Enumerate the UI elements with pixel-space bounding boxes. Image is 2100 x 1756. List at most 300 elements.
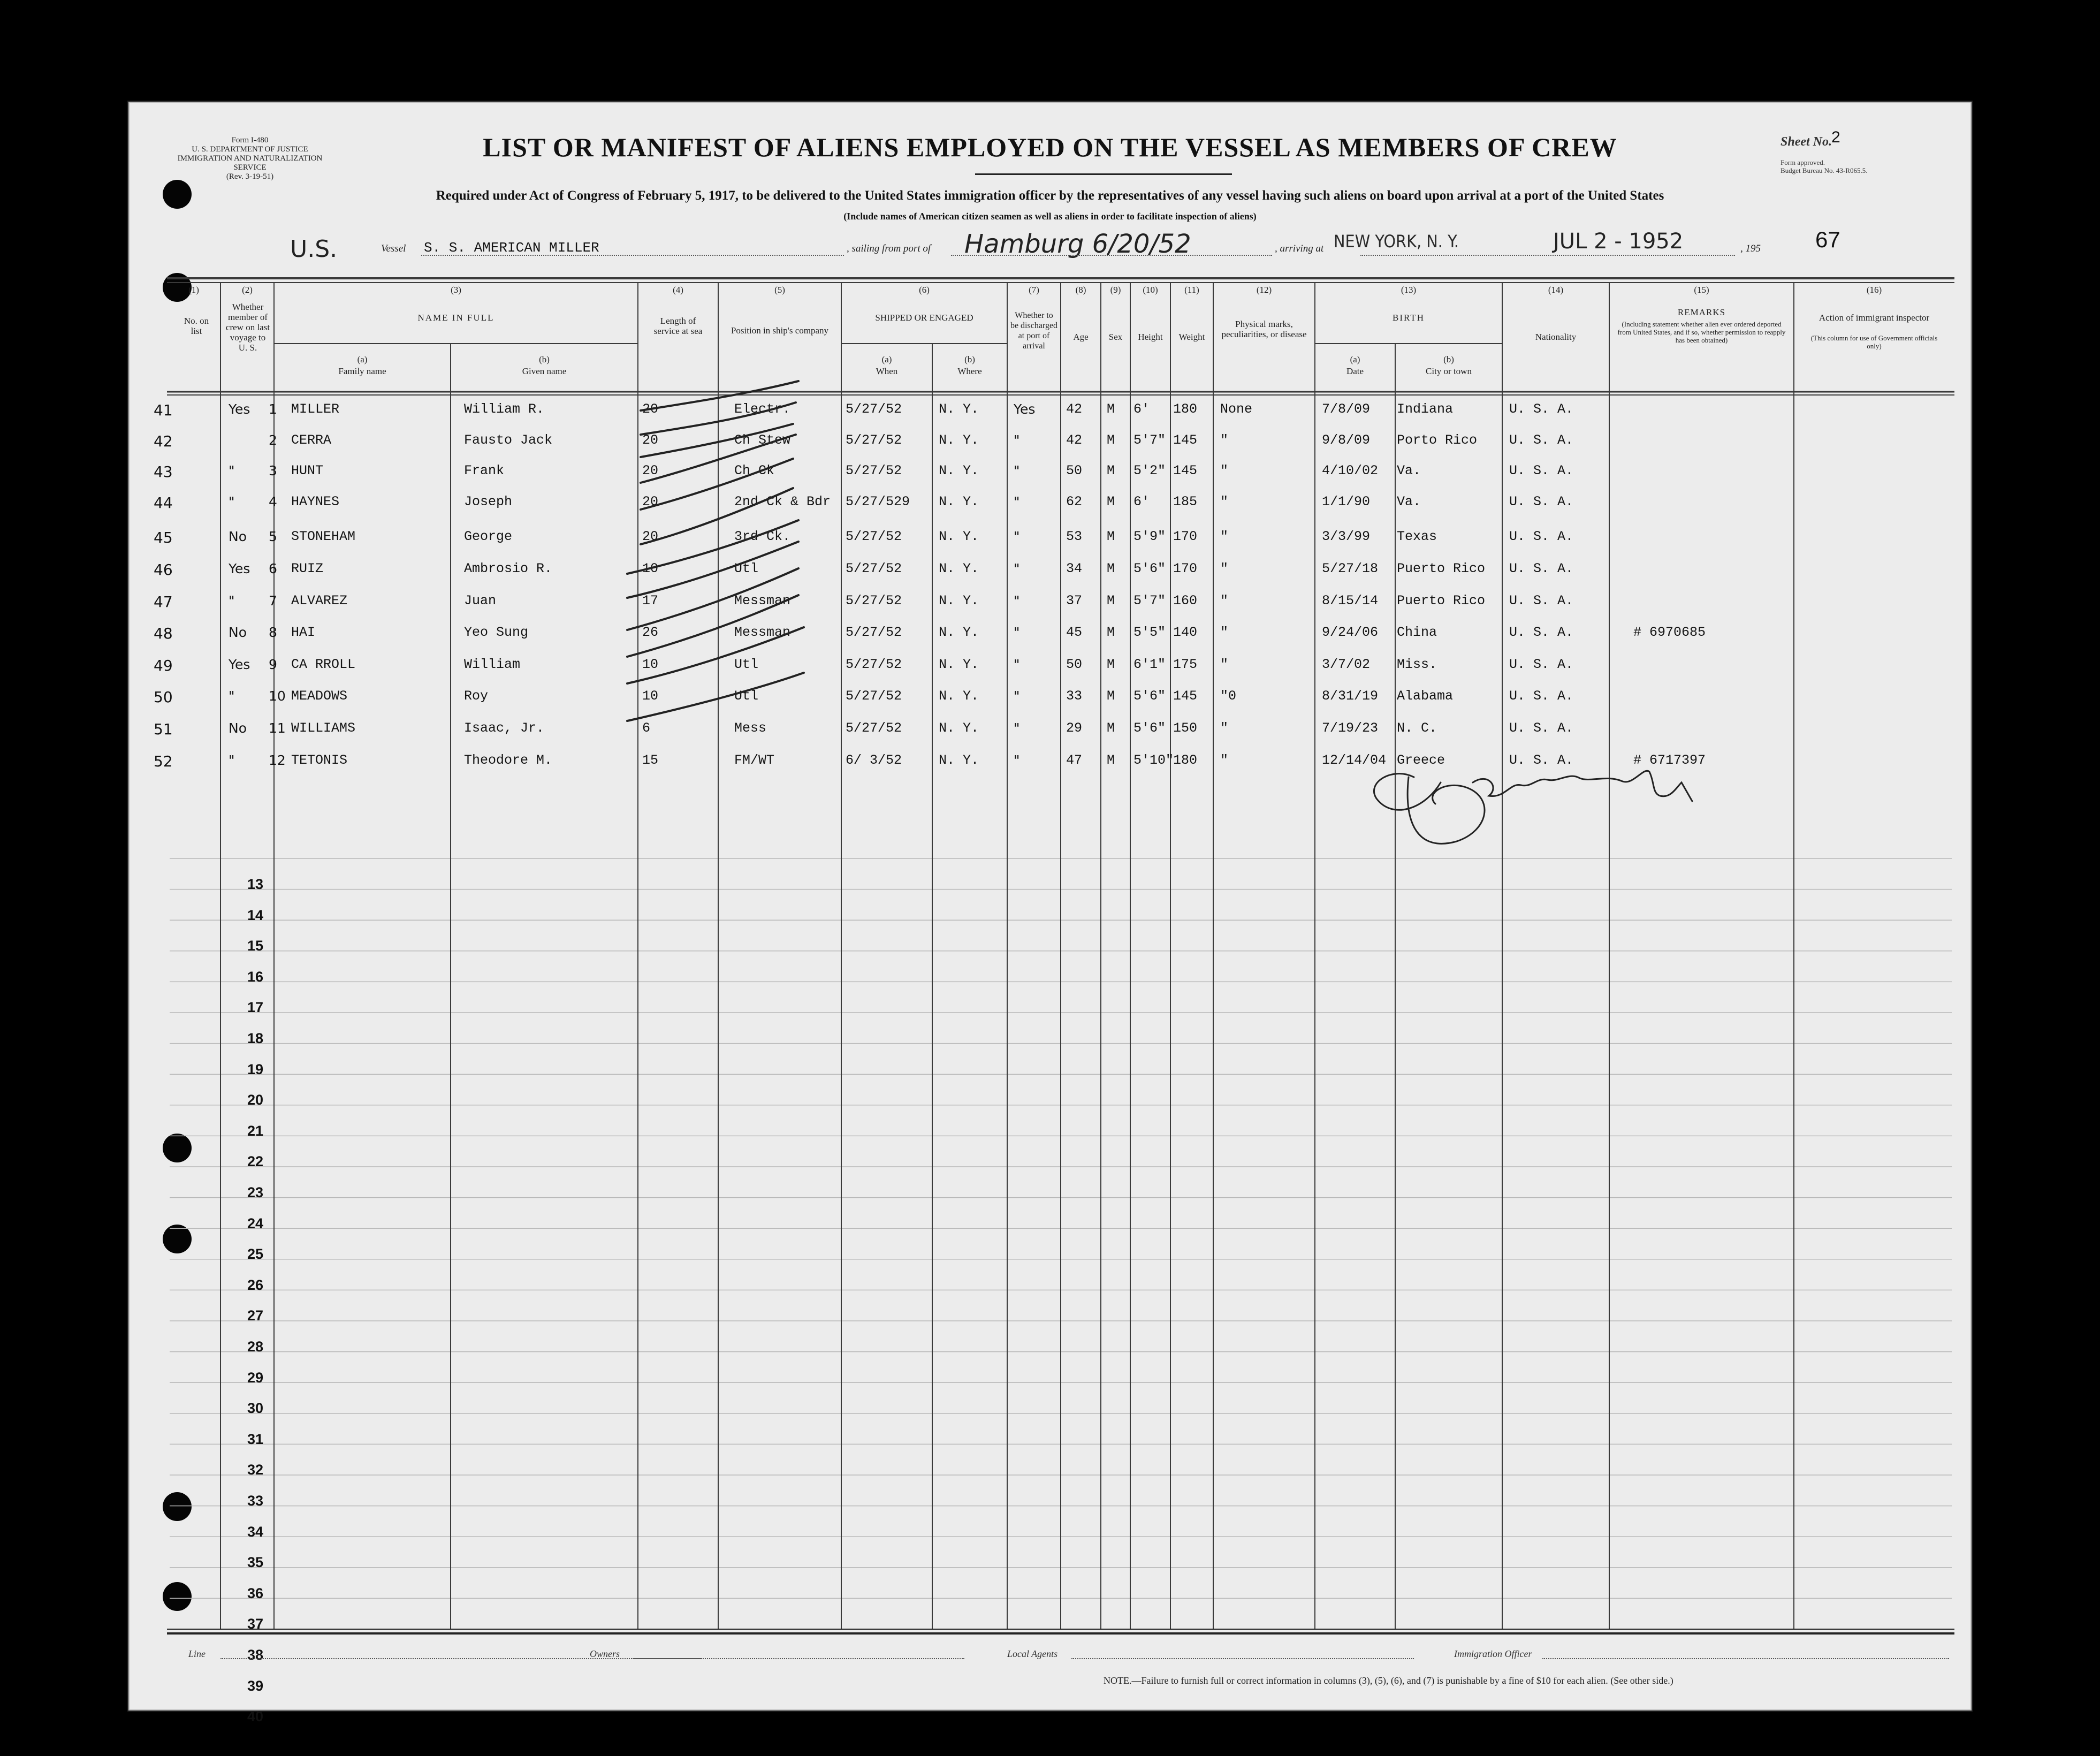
row-number: 21 bbox=[247, 1122, 263, 1139]
cell-marks: " bbox=[1220, 432, 1229, 448]
cell-birth-date: 4/10/02 bbox=[1322, 463, 1379, 479]
cell-birth-place: Puerto Rico bbox=[1397, 592, 1486, 609]
cell-nationality: U. S. A. bbox=[1509, 592, 1574, 609]
cell-height: 5'6" bbox=[1133, 688, 1166, 704]
cell-birth-place: Miss. bbox=[1397, 656, 1437, 672]
cell-height: 6'1" bbox=[1133, 656, 1166, 672]
cell-list-no: 4 bbox=[269, 493, 277, 510]
cell-shipped-when: 5/27/52 bbox=[846, 529, 902, 545]
cell-given-name: Fausto Jack bbox=[464, 432, 553, 448]
cell-weight: 140 bbox=[1173, 625, 1198, 641]
dotted-line bbox=[220, 1658, 702, 1659]
cell-birth-date: 7/19/23 bbox=[1322, 720, 1379, 736]
cell-discharged: " bbox=[1014, 688, 1020, 704]
cell-family-name: MEADOWS bbox=[291, 688, 348, 704]
cell-marks: " bbox=[1220, 463, 1229, 479]
row-number: 28 bbox=[247, 1339, 263, 1355]
revision: (Rev. 3-19-51) bbox=[226, 172, 274, 181]
cell-service: 20 bbox=[642, 401, 659, 417]
cell-family-name: TETONIS bbox=[291, 752, 348, 768]
cell-birth-place: Greece bbox=[1397, 752, 1445, 768]
col-6b: (b) bbox=[964, 354, 975, 364]
cell-age: 62 bbox=[1066, 493, 1083, 510]
dotted-line bbox=[421, 255, 844, 256]
footer-officer: Immigration Officer bbox=[1454, 1648, 1532, 1659]
footer-line: Line bbox=[188, 1648, 206, 1659]
row-number: 15 bbox=[247, 938, 263, 954]
cell-marks: " bbox=[1220, 752, 1229, 768]
cell-birth-place: Indiana bbox=[1397, 401, 1454, 417]
row-number: 27 bbox=[247, 1308, 263, 1324]
col-8-num: (8) bbox=[1075, 285, 1086, 295]
cell-position: 3rd Ck. bbox=[734, 529, 791, 545]
cell-family-name: STONEHAM bbox=[291, 529, 356, 545]
cell-list-no: 10 bbox=[269, 688, 286, 704]
row-number: 29 bbox=[247, 1369, 263, 1386]
cell-shipped-where: N. Y. bbox=[939, 529, 979, 545]
cell-handwritten-no: 49 bbox=[154, 656, 173, 674]
cell-remarks bbox=[1633, 592, 1791, 610]
cell-position: Messman bbox=[734, 592, 791, 609]
row-number: 18 bbox=[247, 1030, 263, 1046]
cell-sex: M bbox=[1107, 592, 1115, 609]
cell-remarks bbox=[1633, 687, 1791, 705]
col-6a-label: When bbox=[876, 366, 898, 376]
cell-nationality: U. S. A. bbox=[1509, 463, 1574, 479]
cell-family-name: WILLIAMS bbox=[291, 720, 356, 736]
cell-sex: M bbox=[1107, 752, 1115, 768]
cell-nationality: U. S. A. bbox=[1509, 625, 1574, 641]
row-number: 25 bbox=[247, 1246, 263, 1263]
cell-shipped-when: 5/27/52 bbox=[846, 656, 902, 672]
cell-service: 20 bbox=[642, 529, 659, 545]
cell-weight: 170 bbox=[1173, 529, 1198, 545]
cell-discharged: Yes bbox=[1014, 401, 1036, 417]
cell-height: 5'9" bbox=[1133, 529, 1166, 545]
cell-birth-date: 12/14/04 bbox=[1322, 752, 1387, 768]
cell-shipped-where: N. Y. bbox=[939, 752, 979, 768]
cell-discharged: " bbox=[1014, 463, 1020, 479]
col-7-label: Whether to be discharged at port of arrival bbox=[1010, 311, 1058, 351]
manifest-sheet bbox=[128, 102, 1972, 1725]
cell-family-name: CA RROLL bbox=[291, 656, 356, 672]
cell-birth-place: Alabama bbox=[1397, 688, 1454, 704]
col-6-num: (6) bbox=[919, 285, 930, 295]
cell-given-name: Yeo Sung bbox=[464, 625, 529, 641]
cell-weight: 160 bbox=[1173, 592, 1198, 609]
year-suffix: , 195 bbox=[1740, 243, 1761, 254]
cell-sex: M bbox=[1107, 625, 1115, 641]
cell-nationality: U. S. A. bbox=[1509, 401, 1574, 417]
cell-handwritten-no: 42 bbox=[154, 432, 173, 450]
row-number: 26 bbox=[247, 1276, 263, 1293]
row-number: 24 bbox=[247, 1215, 263, 1232]
cell-given-name: Joseph bbox=[464, 493, 513, 510]
cell-shipped-where: N. Y. bbox=[939, 592, 979, 609]
cell-service: 6 bbox=[642, 720, 651, 736]
cell-handwritten-no: 50 bbox=[154, 688, 173, 706]
col-3-label: NAME IN FULL bbox=[417, 313, 494, 323]
cell-remarks bbox=[1633, 719, 1791, 738]
cell-list-no: 3 bbox=[269, 463, 277, 479]
cell-remarks: # 6717397 bbox=[1633, 752, 1706, 768]
cell-shipped-when: 6/ 3/52 bbox=[846, 752, 902, 768]
cell-position: Ch Stew bbox=[734, 432, 791, 448]
cell-last-voyage: Yes bbox=[229, 561, 250, 576]
row-number: 33 bbox=[247, 1493, 263, 1509]
col-2-num: (2) bbox=[242, 285, 253, 295]
cell-weight: 185 bbox=[1173, 493, 1198, 510]
cell-sex: M bbox=[1107, 401, 1115, 417]
cell-nationality: U. S. A. bbox=[1509, 752, 1574, 768]
cell-shipped-where: N. Y. bbox=[939, 720, 979, 736]
cell-handwritten-no: 52 bbox=[154, 752, 173, 770]
cell-birth-place: Va. bbox=[1397, 463, 1421, 479]
cell-list-no: 6 bbox=[269, 561, 277, 576]
col-13b-label: City or town bbox=[1426, 366, 1472, 376]
col-4-num: (4) bbox=[673, 285, 683, 295]
sailing-port: Hamburg 6/20/52 bbox=[964, 229, 1191, 259]
col-1-label: No. on list bbox=[184, 316, 209, 336]
footer-owners: Owners bbox=[590, 1648, 620, 1659]
col-15-sub: (Including statement whether alien ever ordered deported from United States, and if so, whether permission to reapply has been obtained) bbox=[1617, 320, 1786, 344]
col-11-label: Weight bbox=[1178, 332, 1205, 342]
cell-last-voyage: Yes bbox=[229, 656, 250, 672]
row-number: 32 bbox=[247, 1462, 263, 1478]
row-number: 13 bbox=[247, 876, 263, 892]
page-title: LIST OR MANIFEST OF ALIENS EMPLOYED ON THE VESSEL AS MEMBERS OF CREW bbox=[483, 132, 1617, 162]
col-10-num: (10) bbox=[1143, 285, 1158, 295]
cell-last-voyage: " bbox=[229, 463, 235, 479]
cell-shipped-when: 5/27/52 bbox=[846, 432, 902, 448]
sheet-label: Sheet No. bbox=[1781, 135, 1832, 149]
cell-list-no: 9 bbox=[269, 656, 277, 672]
col-7-num: (7) bbox=[1029, 285, 1039, 295]
cell-last-voyage: Yes bbox=[229, 401, 250, 417]
cell-service: 10 bbox=[642, 688, 659, 704]
cell-given-name: Theodore M. bbox=[464, 752, 553, 768]
arriving-port: NEW YORK, N. Y. bbox=[1334, 231, 1459, 252]
cell-list-no: 11 bbox=[269, 720, 286, 736]
cell-age: 29 bbox=[1066, 720, 1083, 736]
cell-position: Electr. bbox=[734, 401, 791, 417]
cell-birth-place: China bbox=[1397, 625, 1437, 641]
cell-marks: " bbox=[1220, 493, 1229, 510]
subtitle-note: (Include names of American citizen seamen as well as aliens in order to facilitate inspection of aliens) bbox=[843, 211, 1257, 222]
cell-marks: " bbox=[1220, 720, 1229, 736]
cell-nationality: U. S. A. bbox=[1509, 688, 1574, 704]
cell-list-no: 1 bbox=[269, 401, 277, 417]
dotted-line bbox=[951, 255, 1272, 256]
col-3b-label: Given name bbox=[522, 366, 567, 376]
col-16-sub: (This column for use of Government officials only) bbox=[1810, 334, 1938, 350]
cell-birth-place: Texas bbox=[1397, 529, 1437, 545]
cell-shipped-when: 5/27/52 bbox=[846, 463, 902, 479]
col-13-num: (13) bbox=[1401, 285, 1417, 295]
cell-weight: 180 bbox=[1173, 401, 1198, 417]
col-3b: (b) bbox=[539, 354, 550, 364]
cell-last-voyage: " bbox=[229, 752, 235, 768]
cell-age: 53 bbox=[1066, 529, 1083, 545]
cell-weight: 145 bbox=[1173, 688, 1198, 704]
cell-service: 26 bbox=[642, 625, 659, 641]
cell-height: 5'10" bbox=[1133, 752, 1174, 768]
department: U. S. DEPARTMENT OF JUSTICE bbox=[192, 145, 308, 154]
cell-sex: M bbox=[1107, 432, 1115, 448]
col-9-label: Sex bbox=[1108, 332, 1123, 342]
cell-nationality: U. S. A. bbox=[1509, 656, 1574, 672]
cell-service: 20 bbox=[642, 493, 659, 510]
row-number: 16 bbox=[247, 968, 263, 985]
col-13-label: BIRTH bbox=[1393, 313, 1425, 323]
cell-age: 42 bbox=[1066, 401, 1083, 417]
col-3-num: (3) bbox=[451, 285, 461, 295]
col-12-label: Physical marks, peculiarities, or disease bbox=[1221, 319, 1307, 339]
cell-age: 34 bbox=[1066, 561, 1083, 576]
cell-service: 15 bbox=[642, 752, 659, 768]
cell-height: 6' bbox=[1133, 401, 1150, 417]
form-approved-label: Form approved. bbox=[1781, 158, 1825, 166]
col-6a: (a) bbox=[881, 354, 892, 364]
cell-last-voyage: No bbox=[229, 529, 247, 545]
cell-shipped-where: N. Y. bbox=[939, 493, 979, 510]
punch-hole bbox=[163, 1492, 192, 1521]
vessel-name: S. S. AMERICAN MILLER bbox=[424, 240, 599, 256]
cell-list-no: 2 bbox=[269, 432, 277, 448]
col-15-num: (15) bbox=[1694, 285, 1709, 295]
col-1-num: (1) bbox=[188, 285, 199, 295]
cell-height: 5'6" bbox=[1133, 561, 1166, 576]
col-6-label: SHIPPED OR ENGAGED bbox=[875, 313, 973, 323]
cell-handwritten-no: 47 bbox=[154, 592, 173, 611]
col-13a: (a) bbox=[1350, 354, 1360, 364]
cell-height: 5'5" bbox=[1133, 625, 1166, 641]
row-number: 36 bbox=[247, 1585, 263, 1601]
cell-discharged: " bbox=[1014, 529, 1020, 545]
cell-birth-place: Porto Rico bbox=[1397, 432, 1478, 448]
cell-weight: 170 bbox=[1173, 561, 1198, 576]
row-number: 39 bbox=[247, 1677, 263, 1694]
col-3a: (a) bbox=[357, 354, 368, 364]
cell-marks: "0 bbox=[1220, 688, 1237, 704]
title-rule bbox=[975, 173, 1232, 175]
cell-sex: M bbox=[1107, 493, 1115, 510]
cell-service: 20 bbox=[642, 463, 659, 479]
cell-handwritten-no: 44 bbox=[154, 493, 173, 512]
cell-birth-date: 9/8/09 bbox=[1322, 432, 1371, 448]
cell-shipped-when: 5/27/52 bbox=[846, 625, 902, 641]
cell-discharged: " bbox=[1014, 592, 1020, 609]
cell-position: Mess bbox=[734, 720, 767, 736]
cell-weight: 145 bbox=[1173, 463, 1198, 479]
row-number: 34 bbox=[247, 1523, 263, 1540]
form-number: Form I-480 bbox=[231, 136, 269, 145]
cell-last-voyage: " bbox=[229, 493, 235, 510]
row-number: 30 bbox=[247, 1400, 263, 1417]
cell-given-name: William bbox=[464, 656, 521, 672]
cell-remarks bbox=[1633, 493, 1791, 511]
cell-discharged: " bbox=[1014, 625, 1020, 641]
dotted-line bbox=[1071, 1658, 1414, 1659]
cell-birth-date: 3/3/99 bbox=[1322, 529, 1371, 545]
cell-family-name: MILLER bbox=[291, 401, 340, 417]
col-6b-label: Where bbox=[957, 366, 982, 376]
cell-birth-date: 7/8/09 bbox=[1322, 401, 1371, 417]
cell-list-no: 8 bbox=[269, 625, 277, 641]
cell-service: 20 bbox=[642, 432, 659, 448]
cell-list-no: 7 bbox=[269, 592, 277, 609]
cell-family-name: HAI bbox=[291, 625, 316, 641]
page-number: 67 bbox=[1815, 227, 1840, 252]
cell-handwritten-no: 46 bbox=[154, 561, 173, 579]
row-number: 14 bbox=[247, 907, 263, 923]
cell-family-name: HAYNES bbox=[291, 493, 340, 510]
vessel-label: Vessel bbox=[381, 243, 406, 254]
cell-age: 33 bbox=[1066, 688, 1083, 704]
cell-birth-date: 1/1/90 bbox=[1322, 493, 1371, 510]
row-number: 20 bbox=[247, 1092, 263, 1108]
cell-position: Utl bbox=[734, 561, 759, 576]
cell-remarks bbox=[1633, 656, 1791, 674]
cell-sex: M bbox=[1107, 720, 1115, 736]
cell-age: 45 bbox=[1066, 625, 1083, 641]
cell-nationality: U. S. A. bbox=[1509, 432, 1574, 448]
col-2-label: Whether member of crew on last voyage to U. S. bbox=[225, 302, 270, 353]
cell-given-name: Juan bbox=[464, 592, 497, 609]
budget-bureau: Budget Bureau No. 43-R065.5. bbox=[1781, 166, 1868, 174]
col-5-label: Position in ship's company bbox=[731, 325, 829, 336]
arrival-date: JUL 2 - 1952 bbox=[1553, 229, 1684, 254]
dotted-line bbox=[1360, 255, 1735, 256]
cell-shipped-when: 5/27/529 bbox=[846, 493, 910, 510]
row-number: 40 bbox=[247, 1708, 263, 1725]
cell-age: 42 bbox=[1066, 432, 1083, 448]
cell-shipped-when: 5/27/52 bbox=[846, 561, 902, 576]
cell-sex: M bbox=[1107, 688, 1115, 704]
footer-agents: Local Agents bbox=[1007, 1648, 1058, 1659]
cell-shipped-where: N. Y. bbox=[939, 463, 979, 479]
cell-list-no: 12 bbox=[269, 752, 286, 768]
cell-weight: 180 bbox=[1173, 752, 1198, 768]
vessel-prefix: U.S. bbox=[290, 235, 338, 263]
cell-birth-place: Puerto Rico bbox=[1397, 561, 1486, 576]
cell-shipped-when: 5/27/52 bbox=[846, 592, 902, 609]
cell-last-voyage: " bbox=[229, 688, 235, 704]
col-11-num: (11) bbox=[1184, 285, 1199, 295]
cell-shipped-where: N. Y. bbox=[939, 688, 979, 704]
cell-sex: M bbox=[1107, 463, 1115, 479]
cell-marks: " bbox=[1220, 529, 1229, 545]
cell-height: 5'2" bbox=[1133, 463, 1166, 479]
cell-service: 10 bbox=[642, 656, 659, 672]
cell-discharged: " bbox=[1014, 493, 1020, 510]
cell-marks: " bbox=[1220, 625, 1229, 641]
col-9-num: (9) bbox=[1110, 285, 1121, 295]
cell-family-name: ALVAREZ bbox=[291, 592, 348, 609]
service: IMMIGRATION AND NATURALIZATION SERVICE bbox=[177, 154, 323, 172]
cell-height: 5'7" bbox=[1133, 592, 1166, 609]
cell-given-name: Isaac, Jr. bbox=[464, 720, 545, 736]
cell-given-name: Frank bbox=[464, 463, 505, 479]
col-12-num: (12) bbox=[1256, 285, 1272, 295]
cell-birth-place: Va. bbox=[1397, 493, 1421, 510]
cell-discharged: " bbox=[1014, 561, 1020, 576]
cell-discharged: " bbox=[1014, 720, 1020, 736]
cell-nationality: U. S. A. bbox=[1509, 720, 1574, 736]
cell-family-name: HUNT bbox=[291, 463, 324, 479]
cell-shipped-when: 5/27/52 bbox=[846, 720, 902, 736]
row-number: 35 bbox=[247, 1554, 263, 1571]
cell-height: 5'6" bbox=[1133, 720, 1166, 736]
row-number: 31 bbox=[247, 1431, 263, 1447]
cell-shipped-when: 5/27/52 bbox=[846, 688, 902, 704]
cell-sex: M bbox=[1107, 656, 1115, 672]
cell-handwritten-no: 43 bbox=[154, 463, 173, 481]
row-number: 19 bbox=[247, 1061, 263, 1077]
cell-birth-date: 8/31/19 bbox=[1322, 688, 1379, 704]
cell-position: Ch Ck bbox=[734, 463, 775, 479]
cell-age: 47 bbox=[1066, 752, 1083, 768]
cell-handwritten-no: 45 bbox=[154, 529, 173, 547]
cell-handwritten-no: 41 bbox=[154, 401, 173, 419]
cell-last-voyage: No bbox=[229, 625, 247, 641]
cell-given-name: Roy bbox=[464, 688, 489, 704]
cell-service: 10 bbox=[642, 561, 659, 576]
row-number: 22 bbox=[247, 1153, 263, 1170]
cell-handwritten-no: 48 bbox=[154, 625, 173, 643]
cell-position: Utl bbox=[734, 688, 759, 704]
dotted-line bbox=[633, 1658, 964, 1659]
cell-last-voyage: No bbox=[229, 720, 247, 736]
cell-last-voyage bbox=[229, 431, 271, 450]
punch-hole bbox=[163, 1582, 192, 1611]
cell-shipped-where: N. Y. bbox=[939, 625, 979, 641]
col-14-label: Nationality bbox=[1535, 332, 1577, 342]
cell-sex: M bbox=[1107, 529, 1115, 545]
cell-remarks bbox=[1633, 528, 1791, 546]
cell-birth-date: 9/24/06 bbox=[1322, 625, 1379, 641]
row-number: 38 bbox=[247, 1647, 263, 1663]
cell-discharged: " bbox=[1014, 432, 1020, 448]
cell-nationality: U. S. A. bbox=[1509, 493, 1574, 510]
cell-position: Messman bbox=[734, 625, 791, 641]
cell-family-name: CERRA bbox=[291, 432, 332, 448]
cell-position: FM/WT bbox=[734, 752, 775, 768]
cell-shipped-where: N. Y. bbox=[939, 561, 979, 576]
cell-service: 17 bbox=[642, 592, 659, 609]
cell-height: 6' bbox=[1133, 493, 1150, 510]
sailing-label: , sailing from port of bbox=[847, 243, 931, 254]
footer-note: NOTE.—Failure to furnish full or correct information in columns (3), (5), (6), and (7) is punishable by a fine of $10 for each alien. (See other side.) bbox=[1104, 1675, 1673, 1686]
col-13a-label: Date bbox=[1346, 366, 1364, 376]
punch-hole bbox=[163, 1134, 192, 1162]
col-8-label: Age bbox=[1073, 332, 1089, 342]
col-3a-label: Family name bbox=[338, 366, 386, 376]
cell-age: 37 bbox=[1066, 592, 1083, 609]
col-4-label: Length of service at sea bbox=[653, 316, 703, 336]
cell-birth-date: 5/27/18 bbox=[1322, 561, 1379, 576]
cell-given-name: William R. bbox=[464, 401, 545, 417]
cell-marks: " bbox=[1220, 656, 1229, 672]
subtitle: Required under Act of Congress of February 5, 1917, to be delivered to the United States immigration officer by the representatives of any vessel having such aliens on board upon arrival at a port of the United States bbox=[436, 188, 1664, 203]
cell-age: 50 bbox=[1066, 656, 1083, 672]
cell-weight: 150 bbox=[1173, 720, 1198, 736]
col-14-num: (14) bbox=[1548, 285, 1564, 295]
row-number: 23 bbox=[247, 1184, 263, 1200]
cell-handwritten-no: 51 bbox=[154, 720, 173, 738]
cell-position: 2nd Ck & Bdr bbox=[734, 493, 831, 510]
sheet-number: 2 bbox=[1831, 128, 1840, 146]
